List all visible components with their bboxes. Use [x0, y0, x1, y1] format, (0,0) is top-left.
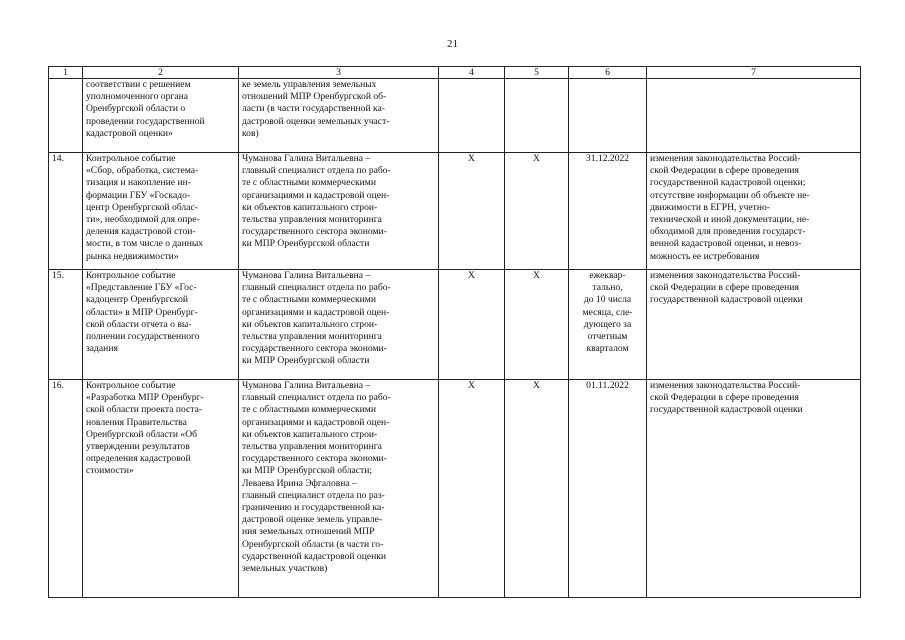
header-col-3: 3 [239, 67, 439, 79]
event-cell: Контрольное событие «Разработка МПР Оренбург- ской области проекта поста- новления Правительства Оренбургской области «Об утверждении результатов определения кадастровой стоимости» [83, 380, 239, 598]
table-header [49, 67, 861, 79]
col4-cell: X [439, 153, 505, 270]
row-number: 16. [49, 380, 83, 598]
header-col-5: 5 [505, 67, 569, 79]
table-row [49, 270, 861, 380]
row-number [49, 79, 83, 153]
risks-cell [647, 79, 861, 153]
header-row [49, 67, 861, 79]
risks-cell: изменения законодательства Россий- ской Федерации в сфере проведения государственной кадастровой оценки [647, 270, 861, 380]
col5-cell: X [505, 380, 569, 598]
col4-cell: X [439, 270, 505, 380]
row-number: 15. [49, 270, 83, 380]
header-col-2: 2 [83, 67, 239, 79]
date-cell: ежеквар- тально, до 10 числа месяца, сле- дующего за отчетным кварталом [569, 270, 647, 380]
table-row [49, 153, 861, 270]
header-col-6: 6 [569, 67, 647, 79]
col5-cell: X [505, 270, 569, 380]
risks-cell: изменения законодательства Россий- ской Федерации в сфере проведения государственной кадастровой оценки; отсутствие информации об объекте не- движимости в ЕГРН, учетно- технической и иной документации, не- обходимой для проведения государст- венной кадастровой оценки, и невоз- можность ее истребования [647, 153, 861, 270]
risks-cell: изменения законодательства Россий- ской Федерации в сфере проведения государственной кадастровой оценки [647, 380, 861, 598]
plan-table [48, 66, 861, 598]
event-cell: соответствии с решением уполномоченного органа Оренбургской области о проведении государственной кадастровой оценки» [83, 79, 239, 153]
event-cell: Контрольное событие «Представление ГБУ «Гос- кадоцентр Оренбургской области» в МПР Оренбург- ской области отчета о вы- полнении государственного задания [83, 270, 239, 380]
event-cell: Контрольное событие «Сбор, обработка, система- тизация и накопление ин- формации ГБУ «Госкадо- центр Оренбургской облас- ти», необходимой для опре- деления кадастровой стои- мости, в том числе о данных рынка недвижимости» [83, 153, 239, 270]
header-col-1: 1 [49, 67, 83, 79]
page-number: 21 [447, 38, 458, 50]
date-cell [569, 79, 647, 153]
header-col-4: 4 [439, 67, 505, 79]
responsible-cell: Чуманова Галина Витальевна – главный специалист отдела по рабо- те с областными коммерческими организациями и кадастровой оцен- ки объектов капитального строи- тельства управления мониторинга государственного сектора экономи- ки МПР Оренбургской области [239, 270, 439, 380]
date-cell: 31.12.2022 [569, 153, 647, 270]
col5-cell [505, 79, 569, 153]
header-col-7: 7 [647, 67, 861, 79]
date-cell: 01.11.2022 [569, 380, 647, 598]
table-row [49, 79, 861, 153]
row-number: 14. [49, 153, 83, 270]
col4-cell [439, 79, 505, 153]
col4-cell: X [439, 380, 505, 598]
responsible-cell: ке земель управления земельных отношений МПР Оренбургской об- ласти (в части государственной ка- дастровой оценки земельных участ- ков) [239, 79, 439, 153]
responsible-cell: Чуманова Галина Витальевна – главный специалист отдела по рабо- те с областными коммерческими организациями и кадастровой оцен- ки объектов капитального строи- тельства управления мониторинга государственного сектора экономи- ки МПР Оренбургской области; Леваева Ирина Эфгаловна – главный специалист отдела по раз- граничению и государственной ка- дастровой оценке земель управле- ния земельных отношений МПР Оренбургской области (в части го- сударственной кадастровой оценки земельных участков) [239, 380, 439, 598]
responsible-cell: Чуманова Галина Витальевна – главный специалист отдела по рабо- те с областными коммерческими организациями и кадастровой оцен- ки объектов капитального строи- тельства управления мониторинга государственного сектора экономи- ки МПР Оренбургской области [239, 153, 439, 270]
table-body [49, 79, 861, 598]
col5-cell: X [505, 153, 569, 270]
table-row [49, 380, 861, 598]
